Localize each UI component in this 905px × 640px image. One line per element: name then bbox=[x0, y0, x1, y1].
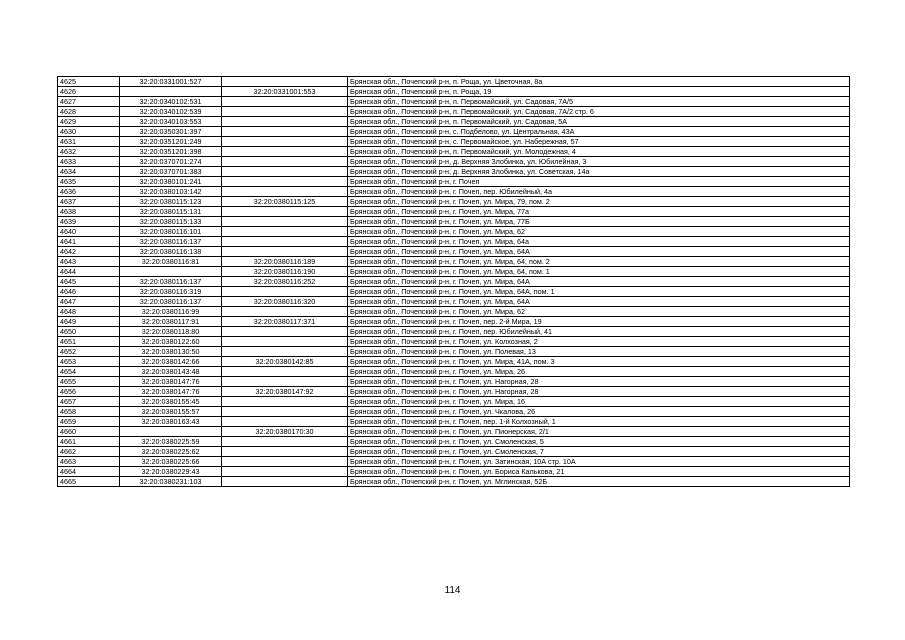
linked-cadastral-number-cell bbox=[222, 237, 348, 247]
address-cell: Брянская обл., Почепский р-н, г. Почеп, ул. Мира, 64, пом. 2 bbox=[348, 257, 850, 267]
linked-cadastral-number-cell bbox=[222, 107, 348, 117]
row-number-cell: 4657 bbox=[58, 397, 120, 407]
table-row bbox=[58, 147, 850, 157]
address-cell: Брянская обл., Почепский р-н, г. Почеп, ул. Мира, 79, пом. 2 bbox=[348, 197, 850, 207]
address-cell: Брянская обл., Почепский р-н, г. Почеп, ул. Бориса Калькова, 21 bbox=[348, 467, 850, 477]
row-number-cell: 4646 bbox=[58, 287, 120, 297]
table-row bbox=[58, 217, 850, 227]
address-cell: Брянская обл., Почепский р-н, г. Почеп, ул. Мира, 41А, пом. 3 bbox=[348, 357, 850, 367]
cadastral-number-cell: 32:20:0380225:59 bbox=[120, 437, 222, 447]
row-number-cell: 4664 bbox=[58, 467, 120, 477]
cadastral-number-cell: 32:20:0380116:137 bbox=[120, 277, 222, 287]
row-number-cell: 4660 bbox=[58, 427, 120, 437]
row-number-cell: 4626 bbox=[58, 87, 120, 97]
linked-cadastral-number-cell bbox=[222, 247, 348, 257]
address-cell: Брянская обл., Почепский р-н, д. Верхняя Злобинка, ул. Советская, 14а bbox=[348, 167, 850, 177]
row-number-cell: 4641 bbox=[58, 237, 120, 247]
table-row bbox=[58, 137, 850, 147]
linked-cadastral-number-cell bbox=[222, 327, 348, 337]
cadastral-number-cell: 32:20:0340102:531 bbox=[120, 97, 222, 107]
address-cell: Брянская обл., Почепский р-н, г. Почеп, ул. Мира, 64А bbox=[348, 247, 850, 257]
table-row bbox=[58, 127, 850, 137]
row-number-cell: 4650 bbox=[58, 327, 120, 337]
table-row bbox=[58, 237, 850, 247]
linked-cadastral-number-cell: 32:20:0331001:553 bbox=[222, 87, 348, 97]
cadastral-number-cell: 32:20:0380163:43 bbox=[120, 417, 222, 427]
table-row bbox=[58, 87, 850, 97]
address-cell: Брянская обл., Почепский р-н, г. Почеп, ул. Полевая, 13 bbox=[348, 347, 850, 357]
linked-cadastral-number-cell: 32:20:0380116:320 bbox=[222, 297, 348, 307]
address-cell: Брянская обл., Почепский р-н, г. Почеп, ул. Смоленская, 7 bbox=[348, 447, 850, 457]
table-row bbox=[58, 467, 850, 477]
cadastral-number-cell: 32:20:0380116:137 bbox=[120, 237, 222, 247]
cadastral-number-cell: 32:20:0380231:103 bbox=[120, 477, 222, 487]
address-cell: Брянская обл., Почепский р-н, г. Почеп, ул. Колхозная, 2 bbox=[348, 337, 850, 347]
row-number-cell: 4639 bbox=[58, 217, 120, 227]
linked-cadastral-number-cell bbox=[222, 157, 348, 167]
address-cell: Брянская обл., Почепский р-н, г. Почеп, ул. Чкалова, 26 bbox=[348, 407, 850, 417]
row-number-cell: 4659 bbox=[58, 417, 120, 427]
cadastral-number-cell: 32:20:0340103:553 bbox=[120, 117, 222, 127]
address-cell: Брянская обл., Почепский р-н, г. Почеп, пер. Юбилейный, 41 bbox=[348, 327, 850, 337]
row-number-cell: 4643 bbox=[58, 257, 120, 267]
address-cell: Брянская обл., Почепский р-н, г. Почеп, ул. Мира, 62 bbox=[348, 227, 850, 237]
cadastral-number-cell: 32:20:0380155:57 bbox=[120, 407, 222, 417]
linked-cadastral-number-cell bbox=[222, 477, 348, 487]
cadastral-number-cell: 32:20:0380142:66 bbox=[120, 357, 222, 367]
cadastral-number-cell: 32:20:0340102:539 bbox=[120, 107, 222, 117]
linked-cadastral-number-cell bbox=[222, 227, 348, 237]
registry-table-body bbox=[58, 77, 850, 487]
table-row bbox=[58, 437, 850, 447]
linked-cadastral-number-cell bbox=[222, 307, 348, 317]
table-row bbox=[58, 397, 850, 407]
linked-cadastral-number-cell bbox=[222, 437, 348, 447]
cadastral-number-cell: 32:20:0380116:101 bbox=[120, 227, 222, 237]
row-number-cell: 4651 bbox=[58, 337, 120, 347]
address-cell: Брянская обл., Почепский р-н, г. Почеп, ул. Мира, 64А, пом. 1 bbox=[348, 287, 850, 297]
linked-cadastral-number-cell bbox=[222, 127, 348, 137]
row-number-cell: 4637 bbox=[58, 197, 120, 207]
address-cell: Брянская обл., Почепский р-н, п. Роща, ул. Цветочная, 8а bbox=[348, 77, 850, 87]
cadastral-number-cell: 32:20:0380115:131 bbox=[120, 207, 222, 217]
table-row bbox=[58, 377, 850, 387]
row-number-cell: 4658 bbox=[58, 407, 120, 417]
row-number-cell: 4636 bbox=[58, 187, 120, 197]
address-cell: Брянская обл., Почепский р-н, с. Первомайское, ул. Набережная, 57 bbox=[348, 137, 850, 147]
linked-cadastral-number-cell bbox=[222, 407, 348, 417]
table-row bbox=[58, 247, 850, 257]
address-cell: Брянская обл., Почепский р-н, г. Почеп, ул. Мира, 64а bbox=[348, 237, 850, 247]
linked-cadastral-number-cell bbox=[222, 167, 348, 177]
row-number-cell: 4634 bbox=[58, 167, 120, 177]
row-number-cell: 4665 bbox=[58, 477, 120, 487]
address-cell: Брянская обл., Почепский р-н, д. Верхняя Злобинка, ул. Юбилейная, 3 bbox=[348, 157, 850, 167]
row-number-cell: 4656 bbox=[58, 387, 120, 397]
cadastral-number-cell: 32:20:0380130:50 bbox=[120, 347, 222, 357]
row-number-cell: 4633 bbox=[58, 157, 120, 167]
cadastral-number-cell: 32:20:0380118:80 bbox=[120, 327, 222, 337]
table-row bbox=[58, 447, 850, 457]
cadastral-number-cell: 32:20:0380225:66 bbox=[120, 457, 222, 467]
cadastral-number-cell: 32:20:0380229:43 bbox=[120, 467, 222, 477]
linked-cadastral-number-cell bbox=[222, 347, 348, 357]
row-number-cell: 4649 bbox=[58, 317, 120, 327]
row-number-cell: 4661 bbox=[58, 437, 120, 447]
address-cell: Брянская обл., Почепский р-н, г. Почеп, ул. Мира, 77а bbox=[348, 207, 850, 217]
address-cell: Брянская обл., Почепский р-н, г. Почеп, ул. Затинская, 10А стр. 10А bbox=[348, 457, 850, 467]
row-number-cell: 4635 bbox=[58, 177, 120, 187]
linked-cadastral-number-cell: 32:20:0380170:30 bbox=[222, 427, 348, 437]
row-number-cell: 4647 bbox=[58, 297, 120, 307]
address-cell: Брянская обл., Почепский р-н, г. Почеп, ул. Мира, 26 bbox=[348, 367, 850, 377]
registry-table bbox=[57, 76, 850, 487]
table-row bbox=[58, 157, 850, 167]
cadastral-number-cell: 32:20:0350301:397 bbox=[120, 127, 222, 137]
table-row bbox=[58, 207, 850, 217]
row-number-cell: 4630 bbox=[58, 127, 120, 137]
page-number: 114 bbox=[444, 585, 461, 596]
row-number-cell: 4640 bbox=[58, 227, 120, 237]
linked-cadastral-number-cell bbox=[222, 467, 348, 477]
linked-cadastral-number-cell bbox=[222, 417, 348, 427]
row-number-cell: 4631 bbox=[58, 137, 120, 147]
address-cell: Брянская обл., Почепский р-н, г. Почеп, пер. Юбилейный, 4а bbox=[348, 187, 850, 197]
address-cell: Брянская обл., Почепский р-н, г. Почеп, ул. Мира, 64А bbox=[348, 297, 850, 307]
address-cell: Брянская обл., Почепский р-н, г. Почеп, ул. Нагорная, 28 bbox=[348, 387, 850, 397]
row-number-cell: 4638 bbox=[58, 207, 120, 217]
address-cell: Брянская обл., Почепский р-н, г. Почеп, ул. Мглинская, 52Б bbox=[348, 477, 850, 487]
address-cell: Брянская обл., Почепский р-н, п. Первомайский, ул. Садовая, 7А/5 bbox=[348, 97, 850, 107]
row-number-cell: 4653 bbox=[58, 357, 120, 367]
table-row bbox=[58, 167, 850, 177]
address-cell: Брянская обл., Почепский р-н, п. Роща, 19 bbox=[348, 87, 850, 97]
cadastral-number-cell: 32:20:0380155:45 bbox=[120, 397, 222, 407]
linked-cadastral-number-cell bbox=[222, 177, 348, 187]
table-row bbox=[58, 267, 850, 277]
address-cell: Брянская обл., Почепский р-н, г. Почеп, ул. Мира, 16 bbox=[348, 397, 850, 407]
address-cell: Брянская обл., Почепский р-н, п. Первомайский, ул. Садовая, 7А/2 стр. 6 bbox=[348, 107, 850, 117]
table-row bbox=[58, 327, 850, 337]
cadastral-number-cell: 32:20:0380116:138 bbox=[120, 247, 222, 257]
address-cell: Брянская обл., Почепский р-н, г. Почеп bbox=[348, 177, 850, 187]
cadastral-number-cell: 32:20:0380225:62 bbox=[120, 447, 222, 457]
table-row bbox=[58, 277, 850, 287]
cadastral-number-cell bbox=[120, 427, 222, 437]
row-number-cell: 4632 bbox=[58, 147, 120, 157]
cadastral-number-cell: 32:20:0380115:133 bbox=[120, 217, 222, 227]
address-cell: Брянская обл., Почепский р-н, г. Почеп, ул. Нагорная, 28 bbox=[348, 377, 850, 387]
table-row bbox=[58, 197, 850, 207]
linked-cadastral-number-cell: 32:20:0380147:92 bbox=[222, 387, 348, 397]
cadastral-number-cell bbox=[120, 87, 222, 97]
cadastral-number-cell: 32:20:0380116:81 bbox=[120, 257, 222, 267]
linked-cadastral-number-cell bbox=[222, 187, 348, 197]
table-row bbox=[58, 257, 850, 267]
row-number-cell: 4652 bbox=[58, 347, 120, 357]
row-number-cell: 4654 bbox=[58, 367, 120, 377]
address-cell: Брянская обл., Почепский р-н, г. Почеп, пер. 2-й Мира, 19 bbox=[348, 317, 850, 327]
cadastral-number-cell: 32:20:0380103:142 bbox=[120, 187, 222, 197]
linked-cadastral-number-cell bbox=[222, 117, 348, 127]
cadastral-number-cell: 32:20:0380147:76 bbox=[120, 387, 222, 397]
linked-cadastral-number-cell bbox=[222, 367, 348, 377]
cadastral-number-cell: 32:20:0380117:91 bbox=[120, 317, 222, 327]
row-number-cell: 4625 bbox=[58, 77, 120, 87]
cadastral-number-cell: 32:20:0380122:60 bbox=[120, 337, 222, 347]
row-number-cell: 4642 bbox=[58, 247, 120, 257]
cadastral-number-cell: 32:20:0380116:319 bbox=[120, 287, 222, 297]
address-cell: Брянская обл., Почепский р-н, п. Первомайский, ул. Садовая, 5А bbox=[348, 117, 850, 127]
row-number-cell: 4655 bbox=[58, 377, 120, 387]
address-cell: Брянская обл., Почепский р-н, г. Почеп, ул. Смоленская, 5 bbox=[348, 437, 850, 447]
address-cell: Брянская обл., Почепский р-н, г. Почеп, пер. 1-й Колхозный, 1 bbox=[348, 417, 850, 427]
table-row bbox=[58, 177, 850, 187]
table-row bbox=[58, 357, 850, 367]
table-row bbox=[58, 187, 850, 197]
address-cell: Брянская обл., Почепский р-н, г. Почеп, ул. Мира, 77Б bbox=[348, 217, 850, 227]
table-row bbox=[58, 427, 850, 437]
cadastral-number-cell: 32:20:0380147:76 bbox=[120, 377, 222, 387]
table-row bbox=[58, 337, 850, 347]
table-row bbox=[58, 367, 850, 377]
table-row bbox=[58, 117, 850, 127]
linked-cadastral-number-cell bbox=[222, 457, 348, 467]
cadastral-number-cell: 32:20:0380116:99 bbox=[120, 307, 222, 317]
cadastral-number-cell: 32:20:0351201:249 bbox=[120, 137, 222, 147]
linked-cadastral-number-cell bbox=[222, 147, 348, 157]
linked-cadastral-number-cell bbox=[222, 217, 348, 227]
table-row bbox=[58, 77, 850, 87]
table-row bbox=[58, 417, 850, 427]
cadastral-number-cell: 32:20:0331001:527 bbox=[120, 77, 222, 87]
row-number-cell: 4645 bbox=[58, 277, 120, 287]
table-row bbox=[58, 107, 850, 117]
cadastral-number-cell: 32:20:0380143:48 bbox=[120, 367, 222, 377]
cadastral-number-cell: 32:20:0370701:383 bbox=[120, 167, 222, 177]
linked-cadastral-number-cell: 32:20:0380116:190 bbox=[222, 267, 348, 277]
linked-cadastral-number-cell: 32:20:0380142:85 bbox=[222, 357, 348, 367]
linked-cadastral-number-cell bbox=[222, 337, 348, 347]
table-row bbox=[58, 97, 850, 107]
table-row bbox=[58, 297, 850, 307]
cadastral-number-cell: 32:20:0351201:398 bbox=[120, 147, 222, 157]
address-cell: Брянская обл., Почепский р-н, с. Подбелово, ул. Центральная, 43А bbox=[348, 127, 850, 137]
row-number-cell: 4629 bbox=[58, 117, 120, 127]
linked-cadastral-number-cell bbox=[222, 97, 348, 107]
address-cell: Брянская обл., Почепский р-н, г. Почеп, ул. Мира, 64А bbox=[348, 277, 850, 287]
linked-cadastral-number-cell bbox=[222, 447, 348, 457]
table-row bbox=[58, 457, 850, 467]
address-cell: Брянская обл., Почепский р-н, п. Первомайский, ул. Молодежная, 4 bbox=[348, 147, 850, 157]
table-row bbox=[58, 387, 850, 397]
row-number-cell: 4648 bbox=[58, 307, 120, 317]
linked-cadastral-number-cell: 32:20:0380115:125 bbox=[222, 197, 348, 207]
row-number-cell: 4627 bbox=[58, 97, 120, 107]
table-row bbox=[58, 227, 850, 237]
cadastral-number-cell: 32:20:0380101:241 bbox=[120, 177, 222, 187]
linked-cadastral-number-cell bbox=[222, 287, 348, 297]
table-row bbox=[58, 477, 850, 487]
linked-cadastral-number-cell bbox=[222, 137, 348, 147]
linked-cadastral-number-cell bbox=[222, 377, 348, 387]
cadastral-number-cell: 32:20:0380116:137 bbox=[120, 297, 222, 307]
row-number-cell: 4628 bbox=[58, 107, 120, 117]
table-row bbox=[58, 307, 850, 317]
address-cell: Брянская обл., Почепский р-н, г. Почеп, ул. Мира, 62 bbox=[348, 307, 850, 317]
table-row bbox=[58, 347, 850, 357]
address-cell: Брянская обл., Почепский р-н, г. Почеп, ул. Пионерская, 2/1 bbox=[348, 427, 850, 437]
cadastral-number-cell bbox=[120, 267, 222, 277]
linked-cadastral-number-cell bbox=[222, 207, 348, 217]
table-row bbox=[58, 287, 850, 297]
linked-cadastral-number-cell bbox=[222, 77, 348, 87]
linked-cadastral-number-cell: 32:20:0380116:189 bbox=[222, 257, 348, 267]
row-number-cell: 4644 bbox=[58, 267, 120, 277]
cadastral-number-cell: 32:20:0370701:274 bbox=[120, 157, 222, 167]
cadastral-number-cell: 32:20:0380115:123 bbox=[120, 197, 222, 207]
linked-cadastral-number-cell: 32:20:0380117:371 bbox=[222, 317, 348, 327]
linked-cadastral-number-cell: 32:20:0380116:252 bbox=[222, 277, 348, 287]
table-row bbox=[58, 317, 850, 327]
row-number-cell: 4662 bbox=[58, 447, 120, 457]
table-row bbox=[58, 407, 850, 417]
address-cell: Брянская обл., Почепский р-н, г. Почеп, ул. Мира, 64, пом. 1 bbox=[348, 267, 850, 277]
row-number-cell: 4663 bbox=[58, 457, 120, 467]
linked-cadastral-number-cell bbox=[222, 397, 348, 407]
